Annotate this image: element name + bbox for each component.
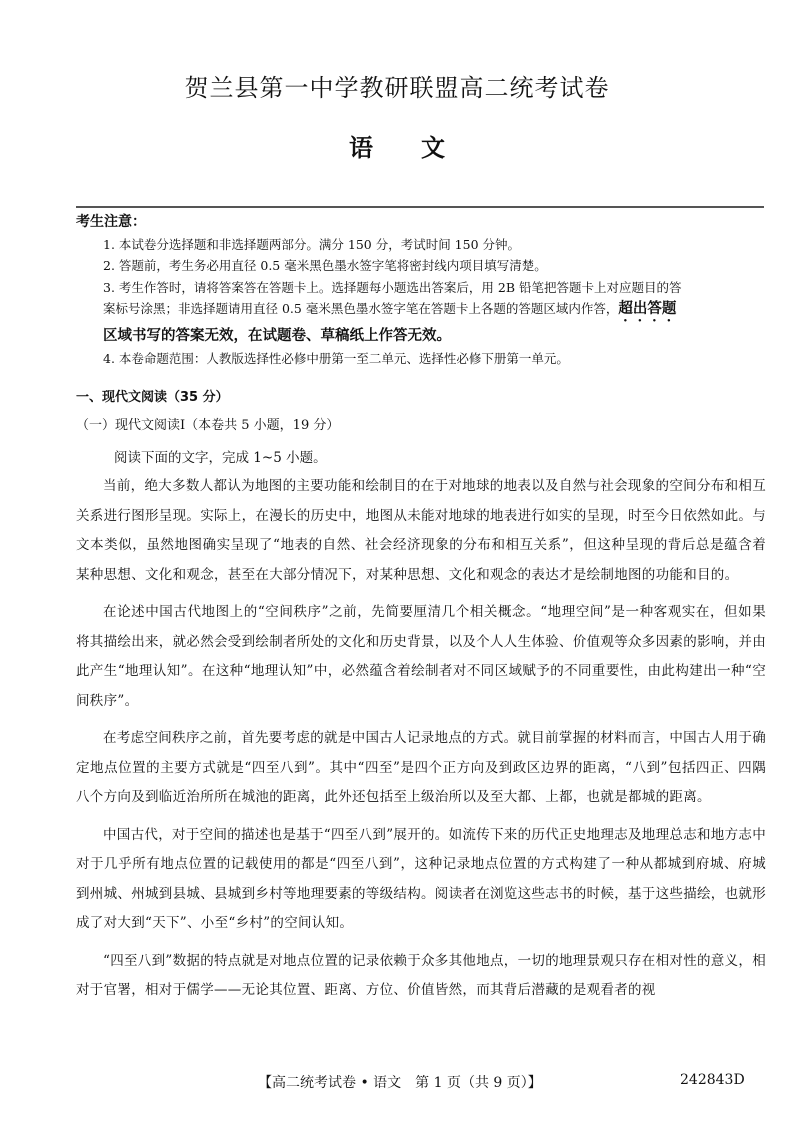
subject-title: 语文 (349, 133, 493, 162)
section-heading: 一、现代文阅读（35 分） (76, 390, 229, 405)
exam-code: 242843D (680, 1072, 745, 1088)
notice-item-3 (76, 277, 766, 299)
page-number-label: 【高二统考试卷 • 语文 第 1 页（共 9 页）】 (258, 1075, 542, 1091)
passage-paragraph: 当前，绝大多数人都认为地图的主要功能和绘制目的在于对地球的地表以及自然与社会现象的空间分布和相互关系进行图形呈现。实际上，在漫长的历史中，地图从未能对地球的地表进行如实的呈现，时至今日依然如此。与文本类似，虽然地图确实呈现了“地表的自然、社会经济现象的分布和相互关系”，但这种呈现的背后总是蕴含着某种思想、文化和观念，甚至在大部分情况下，对某种思想、文化和观念的表达才是绘制地图的功能和目的。 (76, 478, 766, 583)
candidate-notice (76, 212, 766, 369)
notice-item-3-emphasis (76, 325, 766, 348)
passage-paragraph: 中国古代，对于空间的描述也是基于“四至八到”展开的。如流传下来的历代正史地理志及地理总志和地方志中对于几乎所有地点位置的记载使用的都是“四至八到”，这种记录地点位置的方式构建了一种从都城到府城、府城到州城、州城到县城、县城到乡村等地理要素的等级结构。阅读者在浏览这些志书的时候，基于这些描绘，也就形成了对大到“天下”、小至“乡村”的空间认知。 (76, 826, 767, 931)
reading-passage (76, 472, 766, 1014)
header-divider (76, 206, 764, 208)
passage-paragraph: 在论述中国古代地图上的“空间秩序”之前，先简要厘清几个相关概念。“地理空间”是一种客观实在，但如果将其描绘出来，就必然会受到绘制者所处的文化和历史背景，以及个人人生体验、价值观等众多因素的影响，并由此产生“地理认知”。在这种“地理认知”中，必然蕴含着绘制者对不同区域赋予的不同重要性，由此构建出一种“空间秩序”。 (76, 604, 766, 709)
reading-instruction: 阅读下面的文字，完成 1~5 小题。 (114, 450, 327, 466)
passage-paragraph: “四至八到”数据的特点就是对地点位置的记录依赖于众多其他地点，一切的地理景观只存在相对性的意义，相对于官署，相对于儒学——无论其位置、距离、方位、价值皆然，而其背后潜藏的是观看者的视 (76, 952, 767, 998)
notice-item-4: 4. 本卷命题范围：人教版选择性必修中册第一至二单元、选择性必修下册第一单元。 (103, 350, 569, 366)
notice-item-3-continued (76, 298, 766, 325)
notice-emphasis-1: 超出答题 (618, 301, 677, 317)
notice-heading: 考生注意： (76, 214, 146, 230)
exam-title: 贺兰县第一中学教研联盟高二统考试卷 (184, 74, 610, 102)
notice-item-1: 1. 本试卷分选择题和非选择题两部分。满分 150 分，考试时间 150 分钟。 (103, 236, 521, 252)
notice-item-3-line1: 3. 考生作答时，请将答案答在答题卡上。选择题每小题选出答案后，用 2B 铅笔把答题卡上对应题目的答 (103, 279, 682, 295)
notice-item-3-line2: 案标号涂黑；非选择题请用直径 0.5 毫米黑色墨水签字笔在答题卡上各题的答题区域内作答， (103, 301, 619, 316)
passage-paragraph: 在考虑空间秩序之前，首先要考虑的就是中国古人记录地点的方式。就目前掌握的材料而言，中国古人用于确定地点位置的主要方式就是“四至八到”。其中“四至”是四个正方向及到政区边界的距离，“八到”包括四正、四隅八个方向及到临近治所所在城池的距离，此外还包括至上级治所以及至大都、上都，也就是都城的距离。 (76, 730, 766, 805)
subsection-heading: （一）现代文阅读Ⅰ（本卷共 5 小题，19 分） (76, 418, 340, 433)
notice-emphasis-2: 区域书写的答案无效，在试题卷、草稿纸上作答无效。 (103, 328, 451, 344)
notice-item-2: 2. 答题前，考生务必用直径 0.5 毫米黑色墨水签字笔将密封线内项目填写清楚。 (103, 258, 547, 273)
